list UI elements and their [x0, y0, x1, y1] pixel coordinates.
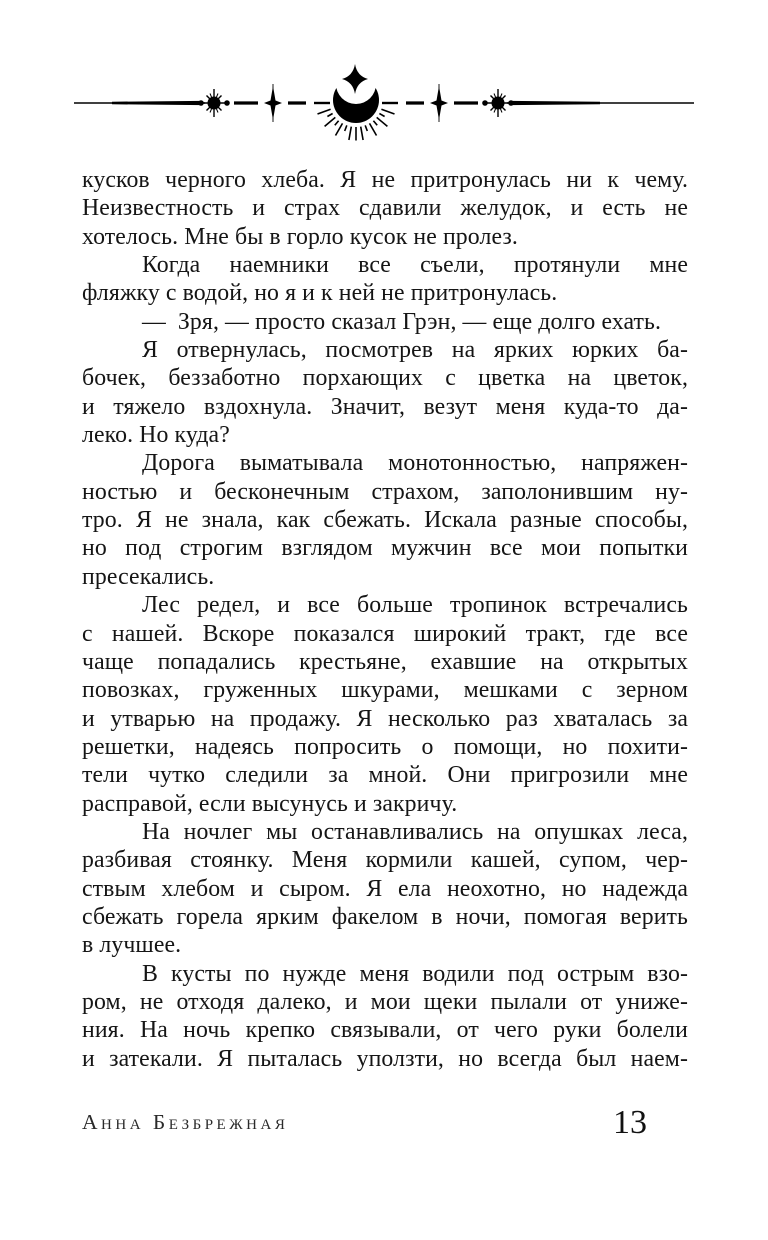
- text-line: но под строгим взглядом мужчин все мои попытки: [82, 535, 688, 562]
- text-line: Неизвестность и страх сдавили желудок, и есть не: [82, 195, 688, 222]
- text-line: разбивая стоянку. Меня кормили кашей, супом, чер-: [82, 847, 688, 874]
- text-line: ностью и бесконечным страхом, заполонившим ну-: [82, 478, 688, 505]
- text-line: тро. Я не знала, как сбежать. Искала разные способы,: [82, 507, 688, 534]
- text-line: кусков черного хлеба. Я не притронулась ни к чему.: [82, 167, 688, 193]
- text-line: тели чутко следили за мной. Они пригрозили мне: [82, 762, 688, 789]
- text-line: ния. На ночь крепко связывали, от чего руки болели: [82, 1017, 688, 1044]
- text-line: решетки, надеясь попросить о помощи, но похити-: [82, 733, 688, 760]
- text-line: бочек, беззаботно порхающих с цветка на цветок,: [82, 365, 688, 392]
- starburst-icon: [198, 89, 230, 117]
- text-line: и тяжело вздохнула. Значит, везут меня куда-то да-: [82, 393, 688, 420]
- text-line: повозках, груженных шкурами, мешками с зерном: [82, 677, 688, 704]
- text-line: В кусты по нужде меня водили под острым взо-: [142, 960, 688, 987]
- text-line: чаще попадались крестьяне, ехавшие на открытых: [82, 648, 688, 675]
- text-line: Дорога выматывала монотонностью, напряжен-: [142, 450, 688, 477]
- chapter-divider-svg: [74, 62, 694, 142]
- text-line: и затекали. Я пыталась уползти, но всегда был наем-: [82, 1045, 688, 1072]
- text-block: [82, 166, 688, 1073]
- four-point-star-icon: [264, 84, 282, 122]
- page-number: 13: [613, 1104, 647, 1141]
- text-line: леко. Но куда?: [82, 422, 230, 449]
- text-line: На ночлег мы останавливались на опушках леса,: [142, 818, 688, 845]
- text-line: Когда наемники все съели, протянули мне: [142, 252, 688, 279]
- footer-author-name: Анна Безбрежная: [82, 1110, 289, 1134]
- text-line: и утварью на продажу. Я несколько раз хваталась за: [82, 705, 688, 732]
- divider-rule-left: [74, 101, 205, 105]
- divider-rule-right: [507, 101, 694, 105]
- text-line: пресекались.: [82, 563, 215, 590]
- text-line: расправой, если высунусь и закричу.: [82, 790, 458, 817]
- text-line: сбежать горела ярким факелом в ночи, помогая верить: [82, 903, 688, 930]
- text-line: хотелось. Мне бы в горло кусок не пролез.: [82, 223, 518, 250]
- text-line: Лес редел, и все больше тропинок встречались: [142, 592, 688, 619]
- text-line: Я отвернулась, посмотрев на ярких юрких ба-: [142, 337, 688, 364]
- chapter-divider-ornament: [74, 62, 694, 142]
- text-line: с нашей. Вскоре показался широкий тракт, где все: [82, 620, 688, 647]
- text-line: фляжку с водой, но я и к ней не притронулась.: [82, 280, 558, 307]
- text-line: ствым хлебом и сыром. Я ела неохотно, но надежда: [82, 875, 688, 902]
- four-point-star-icon: [430, 84, 448, 122]
- text-line: ром, не отходя далеко, и мои щеки пылали от униже-: [82, 988, 688, 1015]
- text-line: в лучшее.: [82, 932, 182, 959]
- text-line: — Зря, — просто сказал Грэн, — еще долго ехать.: [142, 308, 662, 335]
